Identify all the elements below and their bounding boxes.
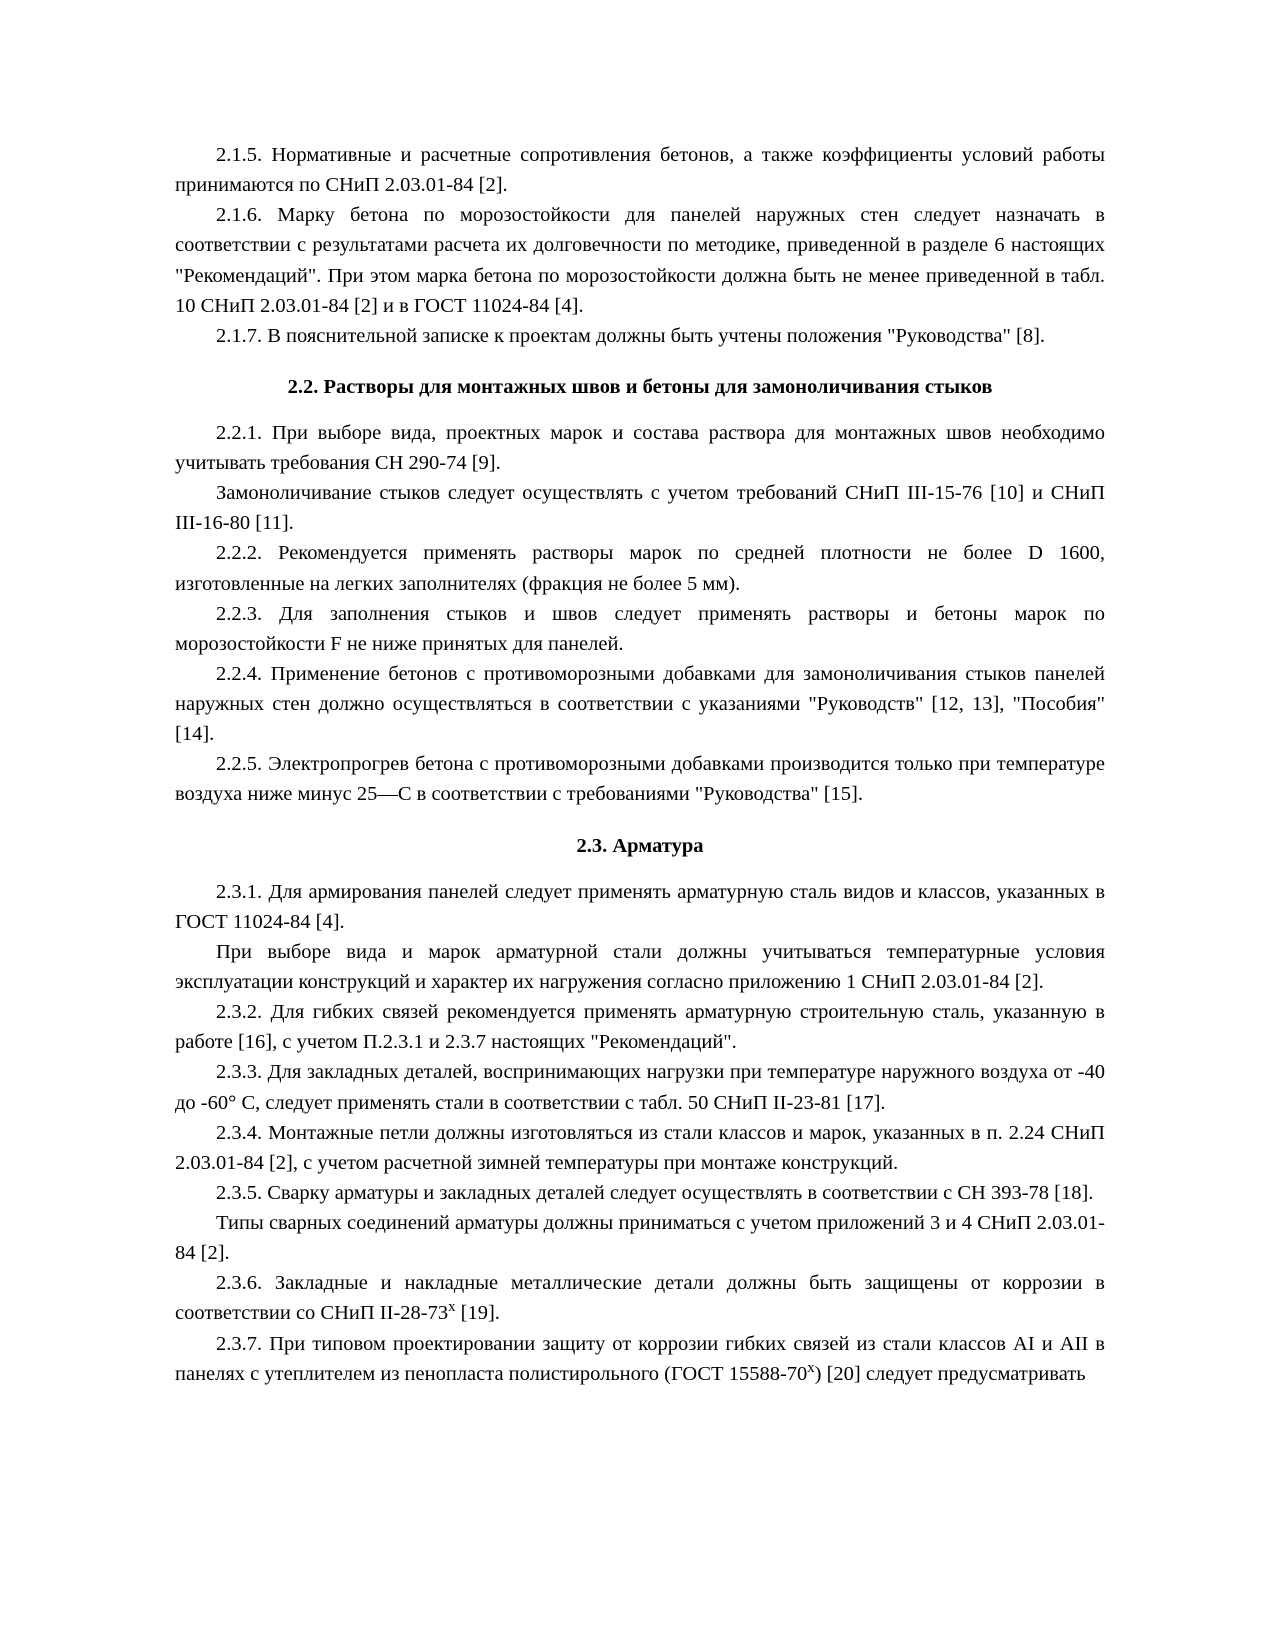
para-2-2-3: 2.2.3. Для заполнения стыков и швов следует применять растворы и бетоны марок по морозостойкости F не ниже принятых для панелей. xyxy=(175,602,1105,655)
heading-2-3: 2.3. Арматура xyxy=(576,834,704,857)
para-2-2-5: 2.2.5. Электропрогрев бетона с противоморозными добавками производится только при температуре воздуха ниже минус 25—С в соответствии с требованиями "Руководства" [15]. xyxy=(175,753,1105,806)
para-2-3-1: 2.3.1. Для армирования панелей следует применять арматурную сталь видов и классов, указанных в ГОСТ 11024-84 [4]. xyxy=(175,880,1105,933)
para-2-2-2: 2.2.2. Рекомендуется применять растворы марок по средней плотности не более D 1600, изготовленные на легких заполнителях (фракция не более 5 мм). xyxy=(175,542,1105,595)
para-2-3-4: 2.3.4. Монтажные петли должны изготовляться из стали классов и марок, указанных в п. 2.24 СНиП 2.03.01-84 [2], с учетом расчетной зимней температуры при монтаже конструкций. xyxy=(175,1121,1105,1174)
para-2-2-1: 2.2.1. При выборе вида, проектных марок и состава раствора для монтажных швов необходимо учитывать требования СН 290-74 [9]. xyxy=(175,421,1105,475)
para-2-1-6: 2.1.6. Марку бетона по морозостойкости для панелей наружных стен следует назначать в соответствии с результатами расчета их долговечности по методике, приведенной в разделе 6 настоящих "Рекомендаций". При этом марка бетона по морозостойкости должна быть не менее приведенной в табл. 10 СНиП 2.03.01-84 [2] и в ГОСТ 11024-84 [4]. xyxy=(175,204,1105,317)
para-2-1-7: 2.1.7. В пояснительной записке к проектам должны быть учтены положения "Руководства" [8]. xyxy=(216,324,1046,347)
para-2-3-2: 2.3.2. Для гибких связей рекомендуется применять арматурную строительную сталь, указанную в работе [16], с учетом П.2.3.1 и 2.3.7 настоящих "Рекомендаций". xyxy=(175,1001,1105,1054)
heading-2-2: 2.2. Растворы для монтажных швов и бетоны для замоноличивания стыков xyxy=(287,375,993,398)
para-2-3-5: 2.3.5. Сварку арматуры и закладных деталей следует осуществлять в соответствии с СН 393-78 [18]. xyxy=(216,1181,1094,1204)
para-2-3-5b: Типы сварных соединений арматуры должны приниматься с учетом приложений 3 и 4 СНиП 2.03.01-84 [2]. xyxy=(175,1212,1105,1265)
para-2-3-3: 2.3.3. Для закладных деталей, воспринимающих нагрузки при температуре наружного воздуха от -40 до -60° С, следует применять стали в соответствии с табл. 50 СНиП II-23-81 [17]. xyxy=(175,1061,1105,1114)
para-2-2-1b: Замоноличивание стыков следует осуществлять с учетом требований СНиП III-15-76 [10] и СНиП III-16-80 [11]. xyxy=(175,482,1105,535)
para-2-3-1b: При выборе вида и марок арматурной стали должны учитываться температурные условия эксплуатации конструкций и характер их нагружения согласно приложению 1 СНиП 2.03.01-84 [2]. xyxy=(175,940,1105,994)
document-body xyxy=(175,140,1105,1389)
para-2-2-4: 2.2.4. Применение бетонов с противоморозными добавками для замоноличивания стыков панелей наружных стен должно осуществляться в соответствии с указаниями "Руководств" [12, 13], "Пособия" [14]. xyxy=(175,662,1105,746)
para-2-3-6: 2.3.6. Закладные и накладные металлические детали должны быть защищены от коррозии в соответствии со СНиП II-28-73$^x$ [19]. xyxy=(175,1272,1105,1325)
para-2-1-5: 2.1.5. Нормативные и расчетные сопротивления бетонов, а также коэффициенты условий работы принимаются по СНиП 2.03.01-84 [2]. xyxy=(175,144,1105,197)
para-2-3-7: 2.3.7. При типовом проектировании защиту от коррозии гибких связей из стали классов AI и AII в панелях с утеплителем из пенопласта полистирольного (ГОСТ 15588-70$^x$) [20] следует предусматривать xyxy=(175,1332,1105,1385)
